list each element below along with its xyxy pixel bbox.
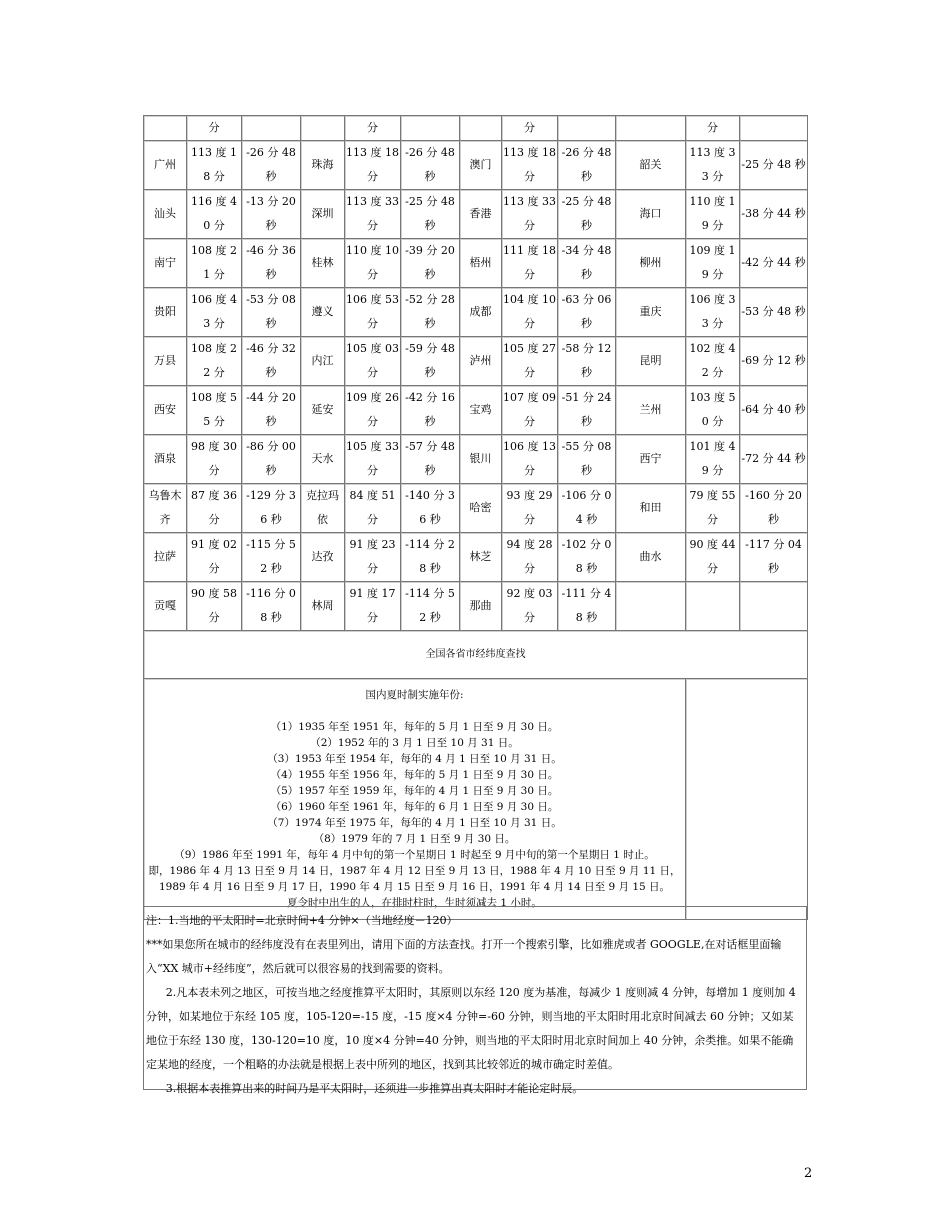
longitude-cell: 92 度 03 分 (502, 582, 558, 631)
time-offset-cell: -140 分 36 秒 (401, 484, 460, 533)
dst-tail: 夏令时中出生的人，在排时柱时，生时须减去 1 小时。 (287, 897, 542, 909)
city-name-cell: 乌鲁木齐 (144, 484, 187, 533)
longitude-cell: 98 度 30 分 (187, 435, 242, 484)
time-offset-cell: -53 分 48 秒 (740, 288, 808, 337)
city-name-cell: 柳州 (616, 239, 686, 288)
table-cell: 分 (502, 116, 558, 141)
table-row (144, 239, 808, 288)
time-offset-cell: -52 分 28 秒 (401, 288, 460, 337)
time-offset-cell: -25 分 48 秒 (558, 190, 616, 239)
longitude-cell: 91 度 02 分 (187, 533, 242, 582)
time-offset-cell: -34 分 48 秒 (558, 239, 616, 288)
time-offset-cell: -53 分 08 秒 (242, 288, 301, 337)
city-name-cell: 重庆 (616, 288, 686, 337)
time-offset-cell: -42 分 16 秒 (401, 386, 460, 435)
table-body (144, 116, 808, 920)
time-offset-cell: -57 分 48 秒 (401, 435, 460, 484)
longitude-cell: 105 度 33 分 (345, 435, 401, 484)
table-row (144, 435, 808, 484)
longitude-cell: 106 度 43 分 (187, 288, 242, 337)
city-name-cell: 银川 (460, 435, 502, 484)
city-name-cell: 林周 (301, 582, 345, 631)
longitude-cell: 110 度 19 分 (686, 190, 740, 239)
time-offset-cell: -59 分 48 秒 (401, 337, 460, 386)
time-offset-cell (740, 582, 808, 631)
time-offset-cell: -86 分 00 秒 (242, 435, 301, 484)
city-name-cell: 西宁 (616, 435, 686, 484)
dst-line: （9）1986 年至 1991 年，每年 4 月中旬的第一个星期日 1 时起至 9 月中旬的第一个星期日 1 时止。 (174, 849, 655, 861)
longitude-cell: 113 度 33 分 (502, 190, 558, 239)
longitude-cell: 106 度 53 分 (345, 288, 401, 337)
time-offset-cell: -25 分 48 秒 (740, 141, 808, 190)
dst-line: （7）1974 年至 1975 年，每年的 4 月 1 日至 10 月 31 日。 (267, 817, 562, 829)
city-name-cell: 克拉玛依 (301, 484, 345, 533)
longitude-cell: 105 度 27 分 (502, 337, 558, 386)
time-offset-cell: -51 分 24 秒 (558, 386, 616, 435)
lookup-row (144, 631, 808, 679)
longitude-cell: 103 度 50 分 (686, 386, 740, 435)
city-name-cell: 深圳 (301, 190, 345, 239)
longitude-cell: 104 度 10 分 (502, 288, 558, 337)
table-cell (144, 116, 187, 141)
time-offset-cell: -13 分 20 秒 (242, 190, 301, 239)
table-cell (301, 116, 345, 141)
time-offset-cell: -42 分 44 秒 (740, 239, 808, 288)
notes-block (143, 906, 807, 1095)
time-offset-cell: -114 分 52 秒 (401, 582, 460, 631)
city-name-cell: 昆明 (616, 337, 686, 386)
city-name-cell: 酒泉 (144, 435, 187, 484)
longitude-cell: 105 度 03 分 (345, 337, 401, 386)
longitude-cell: 106 度 13 分 (502, 435, 558, 484)
longitude-cell: 108 度 22 分 (187, 337, 242, 386)
time-offset-cell: -26 分 48 秒 (401, 141, 460, 190)
longitude-cell: 108 度 55 分 (187, 386, 242, 435)
longitude-cell: 107 度 09 分 (502, 386, 558, 435)
city-name-cell (616, 582, 686, 631)
city-name-cell: 达孜 (301, 533, 345, 582)
longitude-cell (686, 582, 740, 631)
table-row (144, 337, 808, 386)
dst-line: （3）1953 年至 1954 年，每年的 4 月 1 日至 10 月 31 日。 (267, 753, 562, 765)
longitude-cell: 108 度 21 分 (187, 239, 242, 288)
time-offset-cell: -111 分 48 秒 (558, 582, 616, 631)
city-name-cell: 汕头 (144, 190, 187, 239)
longitude-cell: 91 度 23 分 (345, 533, 401, 582)
longitude-cell: 93 度 29 分 (502, 484, 558, 533)
longitude-cell: 113 度 18 分 (502, 141, 558, 190)
dst-line: （2）1952 年的 3 月 1 日至 10 月 31 日。 (310, 737, 519, 749)
longitude-cell: 106 度 33 分 (686, 288, 740, 337)
time-offset-cell: -64 分 40 秒 (740, 386, 808, 435)
time-offset-cell: -102 分 08 秒 (558, 533, 616, 582)
city-name-cell: 延安 (301, 386, 345, 435)
city-name-cell: 哈密 (460, 484, 502, 533)
city-name-cell: 梧州 (460, 239, 502, 288)
time-offset-cell: -38 分 44 秒 (740, 190, 808, 239)
table-cell (558, 116, 616, 141)
city-name-cell: 成都 (460, 288, 502, 337)
city-name-cell: 南宁 (144, 239, 187, 288)
note-3: 3.根据本表推算出来的时间乃是平太阳时，还须进一步推算出真太阳时才能论定时辰。 (165, 1082, 584, 1095)
table-cell: 分 (187, 116, 242, 141)
city-name-cell: 贵阳 (144, 288, 187, 337)
longitude-cell: 113 度 18 分 (345, 141, 401, 190)
dst-empty-cell (686, 679, 808, 920)
time-offset-cell: -116 分 08 秒 (242, 582, 301, 631)
note-2: 2.凡本表未列之地区，可按当地之经度推算平太阳时，其原则以东经 120 度为基准，每减少 1 度则减 4 分钟，每增加 1 度则加 4 分钟，如某地位于东经 105 度，105-120=-15 度，-15 度×4 分钟=-60 分钟，则当地的平太阳时用北京时间减去 60 分钟；又如某地位于东经 130 度，130-120=10 度，10 度×4 分钟=40 分钟，则当地的平太阳时用北京时间加上 40 分钟，余类推。如果不能确定某地的经度，一个粗略的办法就是根据上表中所列的地区，找到其比较邻近的城市确定时差值。 (146, 986, 796, 1071)
time-offset-cell: -114 分 28 秒 (401, 533, 460, 582)
city-name-cell: 珠海 (301, 141, 345, 190)
time-offset-cell: -72 分 44 秒 (740, 435, 808, 484)
city-name-cell: 那曲 (460, 582, 502, 631)
longitude-cell: 102 度 42 分 (686, 337, 740, 386)
longitude-cell: 94 度 28 分 (502, 533, 558, 582)
city-name-cell: 澳门 (460, 141, 502, 190)
city-name-cell: 香港 (460, 190, 502, 239)
table-row (144, 190, 808, 239)
time-offset-cell: -63 分 06 秒 (558, 288, 616, 337)
dst-line: （1）1935 年至 1951 年，每年的 5 月 1 日至 9 月 30 日。 (270, 721, 559, 733)
table-cell (242, 116, 301, 141)
dst-paragraph: 即，1986 年 4 月 13 日至 9 月 14 日，1987 年 4 月 12 日至 9 月 13 日，1988 年 4 月 10 日至 9 月 11 日，1989 年 4 月 16 日至 9 月 17 日，1990 年 4 月 15 日至 9 月 16 日，1991 年 4 月 14 日至 9 月 15 日。 (148, 865, 681, 893)
time-offset-cell: -117 分 04 秒 (740, 533, 808, 582)
longitude-cell: 84 度 51 分 (345, 484, 401, 533)
dst-row (144, 679, 808, 920)
table-header-row (144, 116, 808, 141)
longitude-cell: 109 度 26 分 (345, 386, 401, 435)
table-row (144, 484, 808, 533)
city-name-cell: 万县 (144, 337, 187, 386)
longitude-cell: 111 度 18 分 (502, 239, 558, 288)
dst-heading: 国内夏时制实施年份: (365, 689, 464, 701)
time-offset-cell: -26 分 48 秒 (242, 141, 301, 190)
longitude-cell: 101 度 49 分 (686, 435, 740, 484)
longitude-cell: 90 度 44 分 (686, 533, 740, 582)
city-name-cell: 广州 (144, 141, 187, 190)
dst-block (144, 679, 685, 919)
city-name-cell: 兰州 (616, 386, 686, 435)
time-offset-cell: -46 分 36 秒 (242, 239, 301, 288)
table-row (144, 288, 808, 337)
time-offset-cell: -69 分 12 秒 (740, 337, 808, 386)
time-offset-cell: -106 分 04 秒 (558, 484, 616, 533)
city-name-cell: 泸州 (460, 337, 502, 386)
city-name-cell: 拉萨 (144, 533, 187, 582)
table-row (144, 533, 808, 582)
table-cell: 分 (345, 116, 401, 141)
lookup-title: 全国各省市经纬度查找 (144, 631, 808, 679)
time-offset-cell: -58 分 12 秒 (558, 337, 616, 386)
longitude-cell: 79 度 55 分 (686, 484, 740, 533)
city-name-cell: 和田 (616, 484, 686, 533)
dst-line: （5）1957 年至 1959 年，每年的 4 月 1 日至 9 月 30 日。 (270, 785, 559, 797)
city-name-cell: 林芝 (460, 533, 502, 582)
table-cell (740, 116, 808, 141)
time-offset-cell: -44 分 20 秒 (242, 386, 301, 435)
table-cell (401, 116, 460, 141)
city-name-cell: 桂林 (301, 239, 345, 288)
city-name-cell: 曲水 (616, 533, 686, 582)
city-name-cell: 遵义 (301, 288, 345, 337)
time-offset-cell: -26 分 48 秒 (558, 141, 616, 190)
longitude-cell: 116 度 40 分 (187, 190, 242, 239)
longitude-cell: 87 度 36 分 (187, 484, 242, 533)
table-cell (460, 116, 502, 141)
dst-cell (144, 679, 686, 920)
longitude-cell: 110 度 10 分 (345, 239, 401, 288)
time-offset-cell: -25 分 48 秒 (401, 190, 460, 239)
time-offset-cell: -55 分 08 秒 (558, 435, 616, 484)
city-name-cell: 贡嘎 (144, 582, 187, 631)
dst-line: （8）1979 年的 7 月 1 日至 9 月 30 日。 (313, 833, 516, 845)
longitude-cell: 90 度 58 分 (187, 582, 242, 631)
city-name-cell: 西安 (144, 386, 187, 435)
longitude-cell: 91 度 17 分 (345, 582, 401, 631)
table-row (144, 582, 808, 631)
time-offset-cell: -39 分 20 秒 (401, 239, 460, 288)
time-offset-cell: -160 分 20 秒 (740, 484, 808, 533)
longitude-cell: 109 度 19 分 (686, 239, 740, 288)
city-name-cell: 内江 (301, 337, 345, 386)
longitude-cell: 113 度 18 分 (187, 141, 242, 190)
city-name-cell: 海口 (616, 190, 686, 239)
time-offset-cell: -115 分 52 秒 (242, 533, 301, 582)
city-name-cell: 宝鸡 (460, 386, 502, 435)
city-name-cell: 韶关 (616, 141, 686, 190)
dst-line: （4）1955 年至 1956 年，每年的 5 月 1 日至 9 月 30 日。 (270, 769, 559, 781)
table-row (144, 386, 808, 435)
table-cell: 分 (686, 116, 740, 141)
table-row (144, 141, 808, 190)
longitude-time-table (143, 115, 808, 920)
time-offset-cell: -46 分 32 秒 (242, 337, 301, 386)
time-offset-cell: -129 分 36 秒 (242, 484, 301, 533)
note-search-tip: ***如果您所在城市的经纬度没有在表里列出，请用下面的方法查找。打开一个搜索引擎，比如雅虎或者 GOOGLE,在对话框里面输入“XX 城市+经纬度”，然后就可以很容易的找到需要的资料。 (146, 938, 782, 975)
table-cell (616, 116, 686, 141)
longitude-cell: 113 度 33 分 (686, 141, 740, 190)
city-name-cell: 天水 (301, 435, 345, 484)
longitude-cell: 113 度 33 分 (345, 190, 401, 239)
page-number: 2 (804, 1166, 813, 1181)
dst-line: （6）1960 年至 1961 年，每年的 6 月 1 日至 9 月 30 日。 (270, 801, 559, 813)
note-1: 注：1.当地的平太阳时=北京时间+4 分钟×（当地经度－120） (146, 914, 458, 927)
